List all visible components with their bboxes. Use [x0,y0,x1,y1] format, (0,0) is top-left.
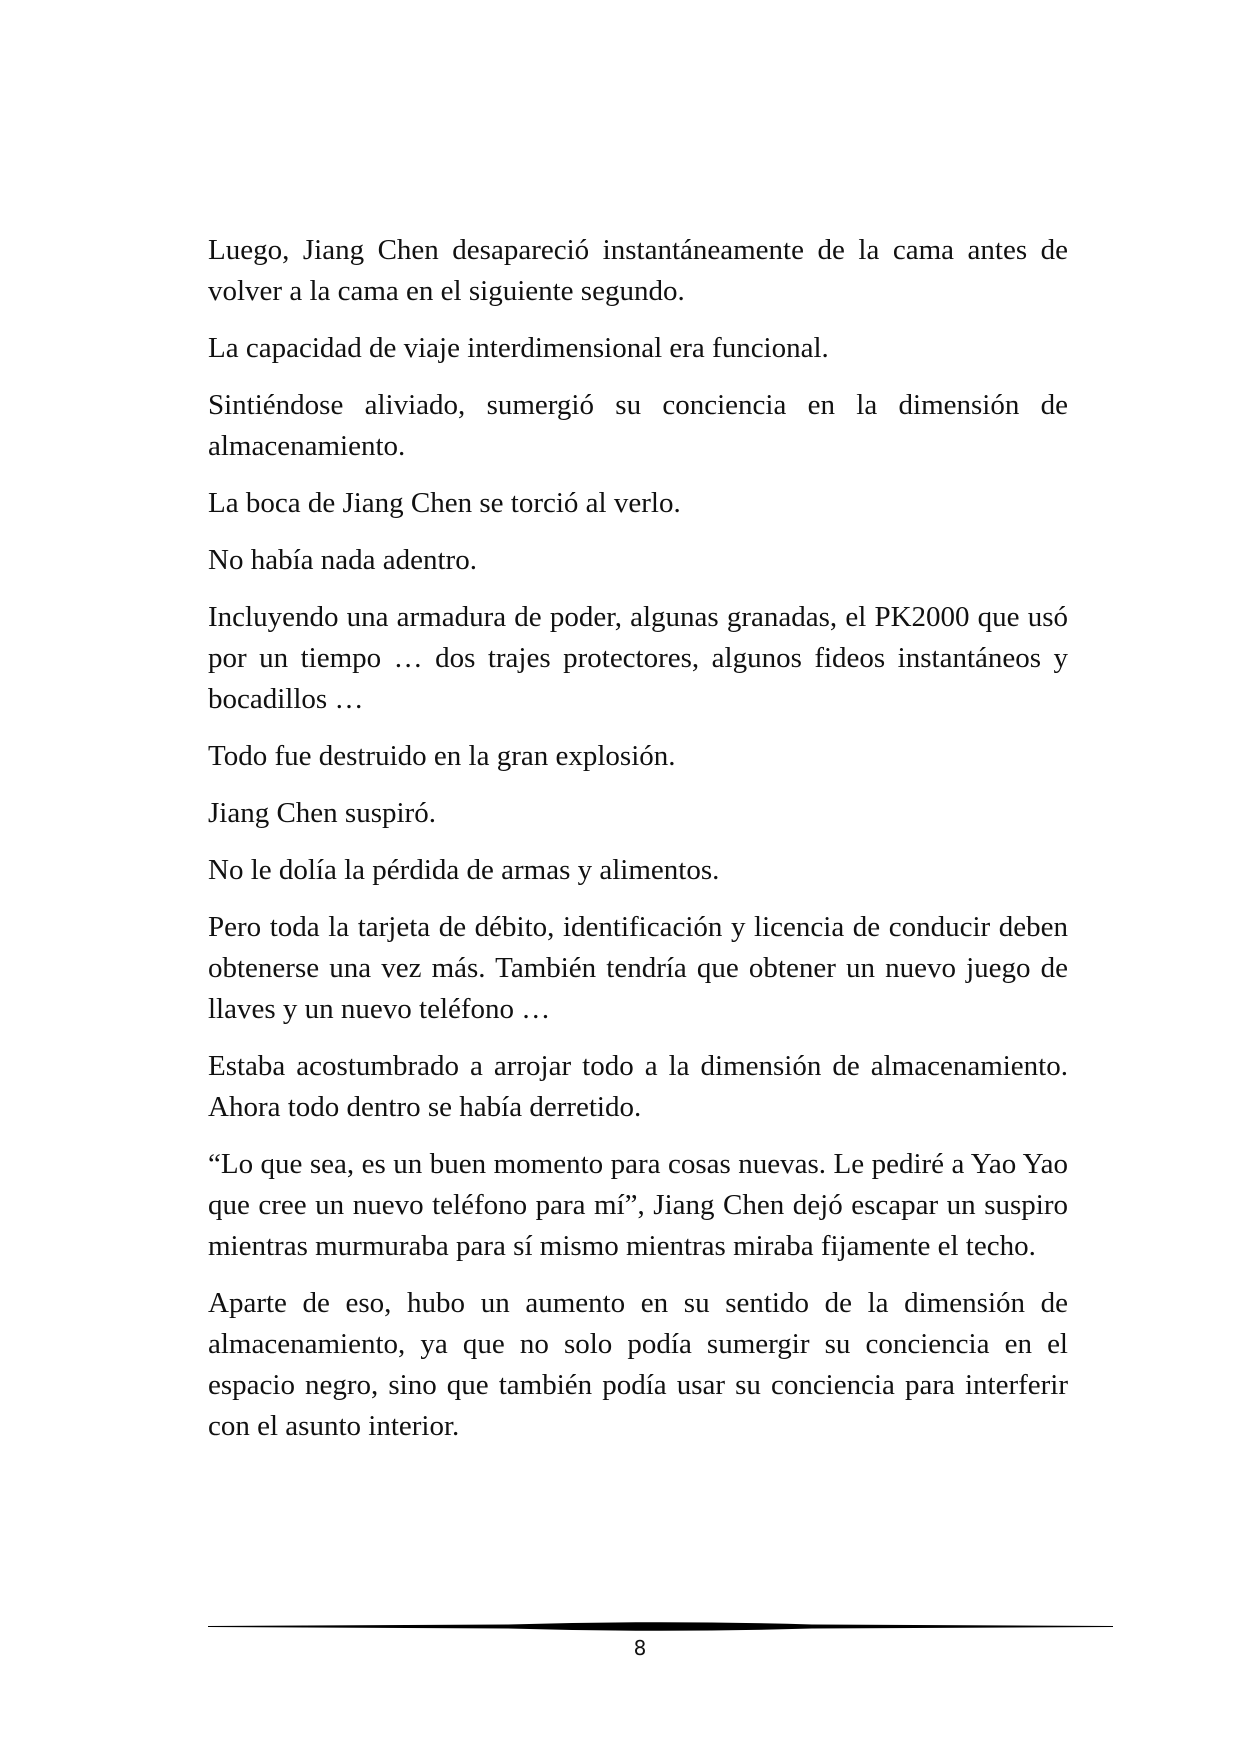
paragraph: Luego, Jiang Chen desapareció instantáneamente de la cama antes de volver a la cama en el siguiente segundo. [208,234,1068,307]
body-text [208,230,1068,1463]
footer-rule [208,1620,1113,1634]
paragraph: “Lo que sea, es un buen momento para cosas nuevas. Le pediré a Yao Yao que cree un nuevo teléfono para mí”, Jiang Chen dejó escapar un suspiro mientras murmuraba para sí mismo mientras miraba fijamente el techo. [208,1148,1068,1262]
paragraph: No había nada adentro. [208,544,477,576]
paragraph: Jiang Chen suspiró. [208,797,436,829]
page-number: 8 [633,1636,647,1660]
paragraph: Todo fue destruido en la gran explosión. [208,740,676,772]
paragraph: Aparte de eso, hubo un aumento en su sentido de la dimensión de almacenamiento, ya que no solo podía sumergir su conciencia en el espacio negro, sino que también podía usar su conciencia para interferir con el asunto interior. [208,1287,1068,1442]
paragraph: La capacidad de viaje interdimensional era funcional. [208,332,829,364]
paragraph: Sintiéndose aliviado, sumergió su conciencia en la dimensión de almacenamiento. [208,389,1068,462]
paragraph: Pero toda la tarjeta de débito, identificación y licencia de conducir deben obtenerse una vez más. También tendría que obtener un nuevo juego de llaves y un nuevo teléfono … [208,911,1068,1025]
paragraph: No le dolía la pérdida de armas y alimentos. [208,854,720,886]
paragraph: Incluyendo una armadura de poder, algunas granadas, el PK2000 que usó por un tiempo … dos trajes protectores, algunos fideos instantáneos y bocadillos … [208,601,1068,715]
paragraph: La boca de Jiang Chen se torció al verlo. [208,487,681,519]
paragraph: Estaba acostumbrado a arrojar todo a la dimensión de almacenamiento. Ahora todo dentro se había derretido. [208,1050,1068,1123]
